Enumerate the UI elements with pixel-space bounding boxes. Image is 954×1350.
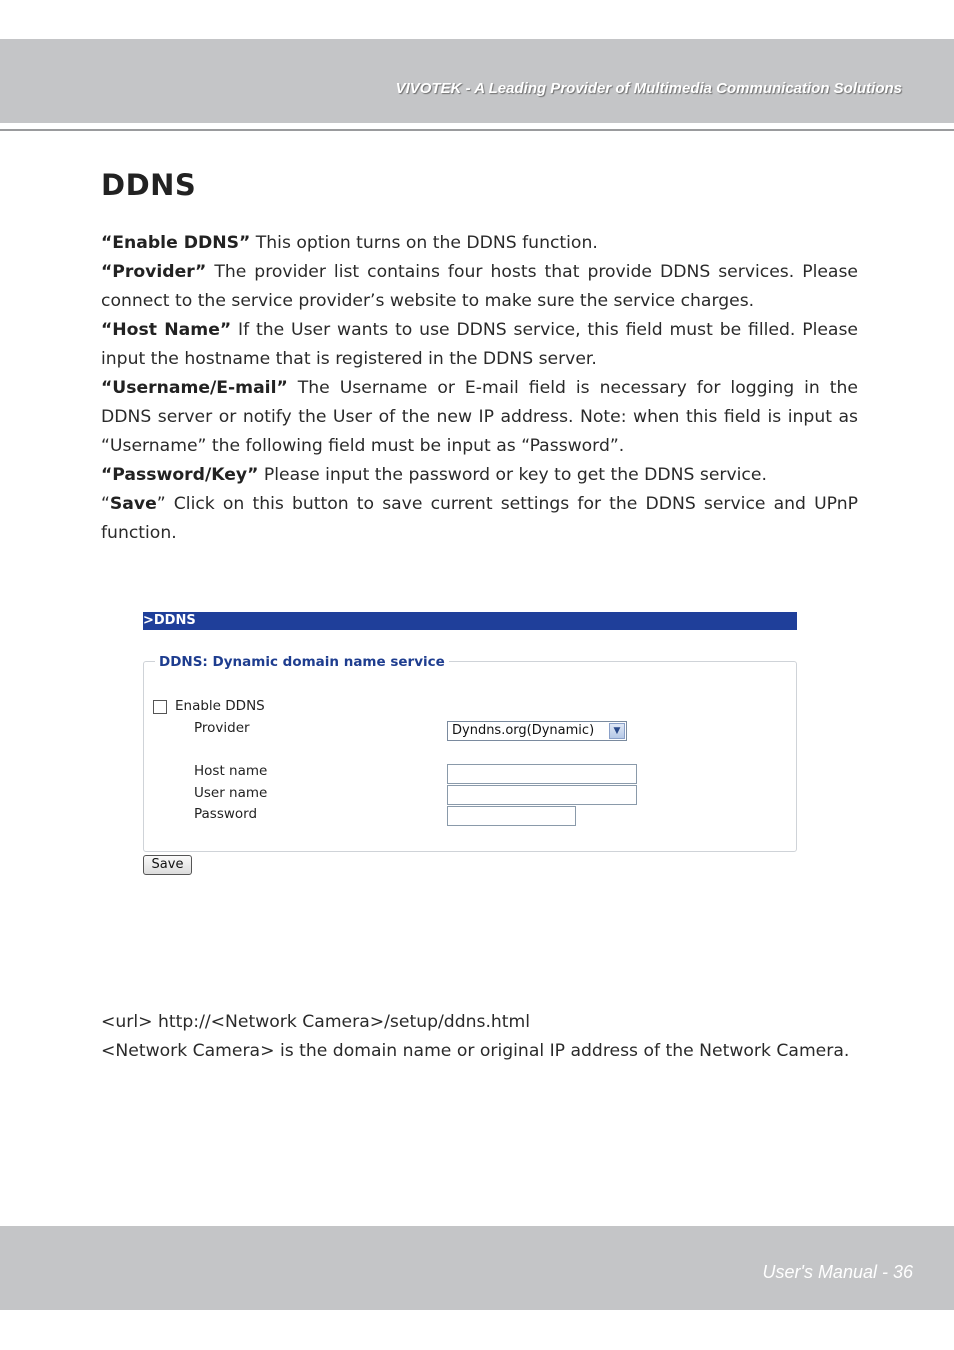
text-password: Please input the password or key to get the DDNS service.: [258, 465, 767, 485]
paragraph-save: [101, 490, 858, 548]
ddns-fieldset-legend: DDNS: Dynamic domain name service: [155, 654, 449, 670]
password-input[interactable]: [447, 806, 576, 826]
save-button[interactable]: Save: [143, 855, 192, 875]
provider-select[interactable]: [447, 721, 627, 741]
text-save: ” Click on this button to save current settings for the DDNS service and UPnP function.: [101, 494, 858, 543]
term-save: Save: [109, 494, 157, 514]
page-number: User's Manual - 36: [762, 1262, 913, 1282]
provider-select-value: Dyndns.org(Dynamic): [452, 723, 595, 738]
header-tagline: VIVOTEK - A Leading Provider of Multimedia Communication Solutions: [395, 80, 902, 97]
chevron-down-icon[interactable]: ▼: [609, 723, 625, 739]
url-description: <Network Camera> is the domain name or original IP address of the Network Camera.: [101, 1041, 850, 1061]
enable-ddns-label: Enable DDNS: [175, 698, 265, 714]
host-name-input[interactable]: [447, 764, 637, 784]
enable-ddns-checkbox[interactable]: [153, 700, 167, 714]
user-name-input[interactable]: [447, 785, 637, 805]
term-username: “Username/E-mail”: [101, 378, 288, 398]
quote-open-save: “: [101, 494, 110, 514]
paragraph-host-name: [101, 316, 858, 374]
term-password: “Password/Key”: [101, 465, 259, 485]
paragraph-password: [101, 461, 858, 490]
description-section: [101, 229, 858, 548]
page-title: DDNS: [101, 168, 197, 202]
term-enable-ddns: “Enable DDNS”: [101, 233, 251, 253]
term-host-name: “Host Name”: [101, 320, 232, 340]
url-section: [101, 1008, 871, 1066]
text-host-name: If the User wants to use DDNS service, this field must be filled. Please input the hostname that is registered in the DDNS server.: [101, 320, 858, 369]
user-name-label: User name: [194, 785, 268, 801]
host-name-label: Host name: [194, 763, 268, 779]
paragraph-enable-ddns: [101, 229, 858, 258]
header-divider: [0, 129, 954, 131]
term-provider: “Provider”: [101, 262, 207, 282]
paragraph-username: [101, 374, 858, 461]
provider-label: Provider: [194, 720, 250, 736]
paragraph-provider: [101, 258, 858, 316]
password-label: Password: [194, 806, 258, 822]
url-line: <url> http://<Network Camera>/setup/ddns.html: [101, 1012, 531, 1032]
text-enable-ddns: This option turns on the DDNS function.: [250, 233, 598, 253]
text-provider: The provider list contains four hosts that provide DDNS services. Please connect to the service provider’s website to make sure the service charges.: [101, 262, 858, 311]
ddns-settings-screenshot: [143, 612, 798, 882]
text-username: The Username or E-mail field is necessary for logging in the DDNS server or notify the User of the new IP address. Note: when this field is input as “Username” the following field must be input as “Password”.: [101, 378, 858, 456]
ddns-panel-header: >DDNS: [143, 612, 797, 630]
